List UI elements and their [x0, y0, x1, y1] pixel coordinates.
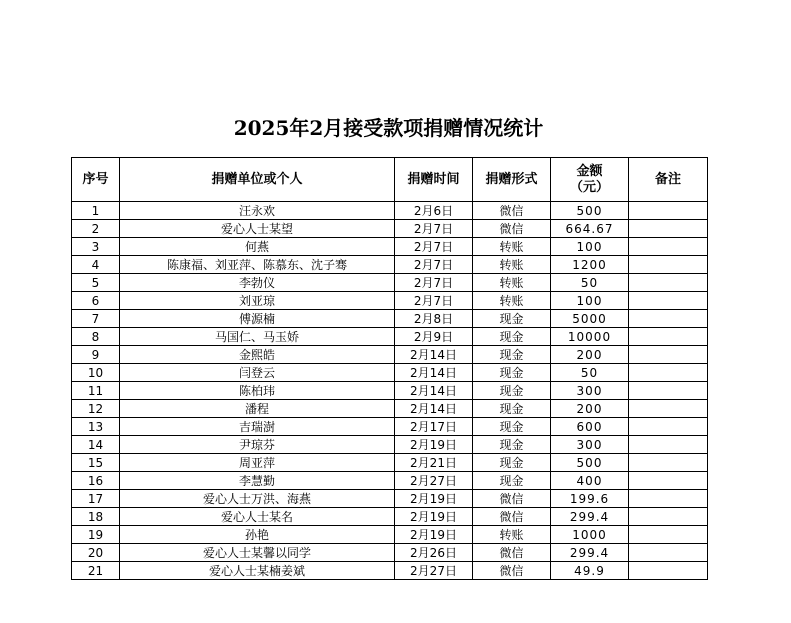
- cell-date: 2月8日: [395, 310, 473, 328]
- table-row: [72, 400, 708, 418]
- cell-donor: 爱心人士某望: [120, 220, 395, 238]
- cell-note: [629, 274, 708, 292]
- cell-no: 9: [72, 346, 120, 364]
- cell-method: 现金: [473, 454, 551, 472]
- cell-amount: 300: [551, 382, 629, 400]
- cell-method: 微信: [473, 508, 551, 526]
- cell-method: 现金: [473, 418, 551, 436]
- cell-no: 5: [72, 274, 120, 292]
- table-row: [72, 346, 708, 364]
- cell-no: 1: [72, 202, 120, 220]
- header-row: [72, 158, 708, 202]
- cell-method: 现金: [473, 472, 551, 490]
- header-donor: 捐赠单位或个人: [120, 158, 395, 202]
- cell-date: 2月27日: [395, 562, 473, 580]
- cell-no: 2: [72, 220, 120, 238]
- cell-donor: 李勃仪: [120, 274, 395, 292]
- cell-method: 转账: [473, 292, 551, 310]
- cell-donor: 陈康福、刘亚萍、陈慕东、沈子骞: [120, 256, 395, 274]
- cell-date: 2月14日: [395, 346, 473, 364]
- cell-donor: 傅源楠: [120, 310, 395, 328]
- cell-no: 16: [72, 472, 120, 490]
- cell-note: [629, 292, 708, 310]
- cell-donor: 马国仁、马玉娇: [120, 328, 395, 346]
- cell-no: 7: [72, 310, 120, 328]
- cell-amount: 200: [551, 346, 629, 364]
- cell-amount: 100: [551, 292, 629, 310]
- cell-date: 2月19日: [395, 526, 473, 544]
- table-row: [72, 562, 708, 580]
- cell-method: 现金: [473, 382, 551, 400]
- cell-no: 12: [72, 400, 120, 418]
- cell-note: [629, 562, 708, 580]
- table-row: [72, 238, 708, 256]
- table-body: [72, 202, 708, 580]
- cell-date: 2月7日: [395, 220, 473, 238]
- table-header: [72, 158, 708, 202]
- cell-amount: 500: [551, 202, 629, 220]
- cell-amount: 50: [551, 274, 629, 292]
- table-row: [72, 202, 708, 220]
- cell-date: 2月21日: [395, 454, 473, 472]
- cell-method: 现金: [473, 436, 551, 454]
- header-method: 捐赠形式: [473, 158, 551, 202]
- table-row: [72, 328, 708, 346]
- cell-note: [629, 346, 708, 364]
- table-row: [72, 544, 708, 562]
- cell-amount: 299.4: [551, 508, 629, 526]
- cell-method: 微信: [473, 544, 551, 562]
- cell-donor: 周亚萍: [120, 454, 395, 472]
- table-row: [72, 418, 708, 436]
- cell-no: 17: [72, 490, 120, 508]
- cell-no: 14: [72, 436, 120, 454]
- cell-date: 2月6日: [395, 202, 473, 220]
- cell-date: 2月7日: [395, 274, 473, 292]
- cell-method: 转账: [473, 238, 551, 256]
- cell-amount: 50: [551, 364, 629, 382]
- cell-amount: 1200: [551, 256, 629, 274]
- cell-note: [629, 328, 708, 346]
- cell-donor: 爱心人士某名: [120, 508, 395, 526]
- cell-method: 现金: [473, 328, 551, 346]
- table-row: [72, 508, 708, 526]
- cell-no: 21: [72, 562, 120, 580]
- cell-donor: 爱心人士万洪、海燕: [120, 490, 395, 508]
- page-title: 2025年2月接受款项捐赠情况统计: [233, 116, 544, 140]
- table-row: [72, 310, 708, 328]
- cell-no: 6: [72, 292, 120, 310]
- cell-donor: 爱心人士某楠姜斌: [120, 562, 395, 580]
- cell-date: 2月7日: [395, 292, 473, 310]
- cell-note: [629, 400, 708, 418]
- cell-donor: 孙艳: [120, 526, 395, 544]
- table-row: [72, 274, 708, 292]
- cell-amount: 199.6: [551, 490, 629, 508]
- cell-method: 微信: [473, 490, 551, 508]
- cell-donor: 爱心人士某馨以同学: [120, 544, 395, 562]
- table-row: [72, 490, 708, 508]
- cell-date: 2月14日: [395, 400, 473, 418]
- cell-note: [629, 490, 708, 508]
- cell-amount: 100: [551, 238, 629, 256]
- cell-note: [629, 382, 708, 400]
- cell-date: 2月7日: [395, 238, 473, 256]
- cell-no: 8: [72, 328, 120, 346]
- cell-donor: 潘程: [120, 400, 395, 418]
- cell-donor: 吉瑞澍: [120, 418, 395, 436]
- cell-note: [629, 508, 708, 526]
- cell-donor: 何燕: [120, 238, 395, 256]
- cell-note: [629, 418, 708, 436]
- table-row: [72, 256, 708, 274]
- cell-no: 10: [72, 364, 120, 382]
- cell-date: 2月17日: [395, 418, 473, 436]
- cell-donor: 刘亚琼: [120, 292, 395, 310]
- cell-method: 现金: [473, 400, 551, 418]
- cell-method: 现金: [473, 310, 551, 328]
- donation-table: [71, 157, 708, 580]
- table-row: [72, 454, 708, 472]
- cell-no: 15: [72, 454, 120, 472]
- cell-date: 2月27日: [395, 472, 473, 490]
- cell-note: [629, 238, 708, 256]
- cell-method: 现金: [473, 364, 551, 382]
- cell-method: 转账: [473, 256, 551, 274]
- cell-no: 18: [72, 508, 120, 526]
- cell-amount: 400: [551, 472, 629, 490]
- cell-note: [629, 220, 708, 238]
- header-amount: [551, 158, 629, 202]
- cell-method: 转账: [473, 274, 551, 292]
- cell-date: 2月9日: [395, 328, 473, 346]
- cell-amount: 10000: [551, 328, 629, 346]
- header-amount-line2: （元）: [569, 179, 609, 195]
- table-row: [72, 472, 708, 490]
- table-row: [72, 382, 708, 400]
- cell-note: [629, 202, 708, 220]
- cell-note: [629, 364, 708, 382]
- cell-donor: 汪永欢: [120, 202, 395, 220]
- cell-no: 19: [72, 526, 120, 544]
- cell-amount: 600: [551, 418, 629, 436]
- header-note: 备注: [629, 158, 708, 202]
- cell-no: 11: [72, 382, 120, 400]
- cell-amount: 5000: [551, 310, 629, 328]
- cell-method: 微信: [473, 202, 551, 220]
- cell-no: 3: [72, 238, 120, 256]
- cell-note: [629, 454, 708, 472]
- header-date: 捐赠时间: [395, 158, 473, 202]
- cell-amount: 300: [551, 436, 629, 454]
- cell-donor: 李慧勤: [120, 472, 395, 490]
- table-row: [72, 526, 708, 544]
- cell-amount: 200: [551, 400, 629, 418]
- cell-date: 2月14日: [395, 364, 473, 382]
- table-row: [72, 364, 708, 382]
- cell-date: 2月19日: [395, 508, 473, 526]
- cell-date: 2月14日: [395, 382, 473, 400]
- cell-method: 现金: [473, 346, 551, 364]
- cell-donor: 陈柏玮: [120, 382, 395, 400]
- table-row: [72, 220, 708, 238]
- cell-no: 13: [72, 418, 120, 436]
- cell-date: 2月7日: [395, 256, 473, 274]
- cell-amount: 49.9: [551, 562, 629, 580]
- table-row: [72, 292, 708, 310]
- cell-note: [629, 436, 708, 454]
- header-amount-line1: 金额: [576, 163, 603, 179]
- cell-date: 2月19日: [395, 436, 473, 454]
- cell-method: 微信: [473, 562, 551, 580]
- cell-note: [629, 526, 708, 544]
- cell-donor: 金熙皓: [120, 346, 395, 364]
- cell-note: [629, 544, 708, 562]
- cell-method: 转账: [473, 526, 551, 544]
- cell-donor: 闫登云: [120, 364, 395, 382]
- table-row: [72, 436, 708, 454]
- cell-no: 20: [72, 544, 120, 562]
- cell-note: [629, 472, 708, 490]
- cell-no: 4: [72, 256, 120, 274]
- cell-amount: 299.4: [551, 544, 629, 562]
- cell-method: 微信: [473, 220, 551, 238]
- cell-date: 2月26日: [395, 544, 473, 562]
- cell-note: [629, 310, 708, 328]
- cell-date: 2月19日: [395, 490, 473, 508]
- header-no: 序号: [72, 158, 120, 202]
- cell-amount: 1000: [551, 526, 629, 544]
- cell-amount: 500: [551, 454, 629, 472]
- cell-note: [629, 256, 708, 274]
- cell-donor: 尹琼芬: [120, 436, 395, 454]
- cell-amount: 664.67: [551, 220, 629, 238]
